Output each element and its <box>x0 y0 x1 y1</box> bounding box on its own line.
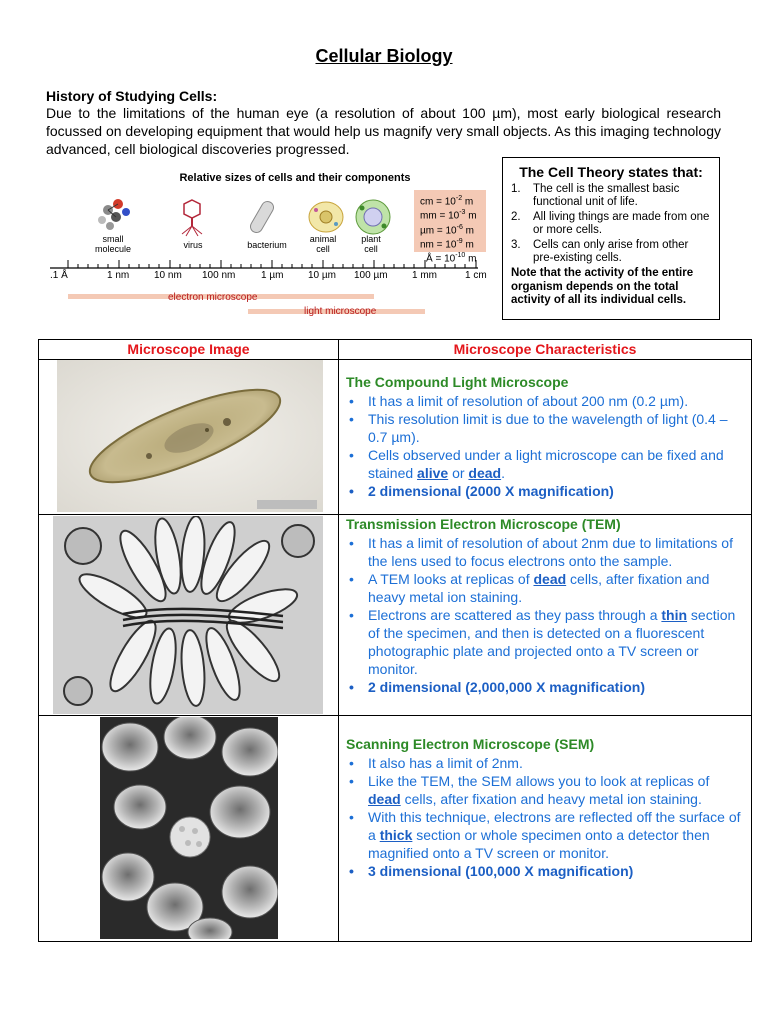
table-row <box>39 515 752 716</box>
animal-cell-illustration <box>309 202 343 232</box>
list-item: • 2 dimensional (2000 X magnification) <box>346 482 743 500</box>
unit-line-mm: mm = $10^{-3}$ m <box>420 209 477 222</box>
list-item: 1. The cell is the smallest basic functional unit of life. <box>511 183 680 208</box>
table-row <box>39 360 752 515</box>
tick-label: 1 mm <box>412 270 437 281</box>
label-virus: virus <box>183 240 203 250</box>
history-heading: History of Studying Cells: <box>46 88 218 104</box>
scale-ruler <box>40 256 500 270</box>
list-item: • 3 dimensional (100,000 X magnification) <box>346 862 743 880</box>
list-item: 2. All living things are made from one or more cells. <box>511 211 710 236</box>
list-item: • With this technique, electrons are reflected off the surface of a thick section or whole specimen onto a detector then magnified onto a TV screen or monitor. <box>346 808 743 862</box>
tick-label: 10 µm <box>308 270 336 281</box>
cell-theory-list <box>511 183 711 265</box>
label-small-molecule: small molecule <box>94 234 132 254</box>
tick-label: 1 µm <box>261 270 284 281</box>
table-header-row <box>39 340 752 360</box>
keyword-dead: dead <box>468 465 502 481</box>
list-item: • Like the TEM, the SEM allows you to look at replicas of dead cells, after fixation and heavy metal ion staining. <box>346 772 743 808</box>
keyword-alive: alive <box>417 465 449 481</box>
light-microscope-bullets <box>346 392 743 500</box>
units-box <box>414 190 486 265</box>
list-item: • This resolution limit is due to the wavelength of light (0.4 – 0.7 µm). <box>346 410 743 446</box>
label-bacterium: bacterium <box>247 240 287 250</box>
tem-image-cell <box>39 515 339 716</box>
label-plant-cell: plant cell <box>361 234 381 254</box>
sem-bullets <box>346 754 743 880</box>
sem-image <box>100 717 278 939</box>
list-item: • It also has a limit of 2nm. <box>346 754 743 772</box>
tick-label: 100 nm <box>202 270 236 281</box>
header-microscope-image: Microscope Image <box>39 340 339 360</box>
tem-image <box>53 516 323 714</box>
keyword-thin: thin <box>661 607 688 623</box>
sem-text-cell <box>339 716 752 942</box>
table-row <box>39 716 752 942</box>
relative-sizes-figure <box>40 166 500 326</box>
history-paragraph: Due to the limitations of the human eye (a resolution of about 100 µm), most early biological research focussed on developing equipment that would help us magnify very small objects. As this imaging technology advanced, cell biological discoveries progressed. <box>46 105 721 157</box>
light-microscope-label: light microscope <box>304 306 377 317</box>
list-item: • It has a limit of resolution of about 2nm due to limitations of the lens used to focus electrons onto the sample. <box>346 534 743 570</box>
list-item: • Electrons are scattered as they pass through a thin section of the specimen, and then is detected on a fluorescent photographic plate and projected onto a TV screen or monitor. <box>346 606 743 678</box>
unit-line-cm: cm = $10^{-2}$ m <box>420 195 474 208</box>
page-title: Cellular Biology <box>315 46 453 66</box>
unit-line-angstrom: Å = $10^{-10}$ m <box>426 252 477 265</box>
tick-label: 1 cm <box>465 270 487 281</box>
paramecium-image <box>57 360 323 512</box>
figure-title: Relative sizes of cells and their components <box>179 172 411 184</box>
virus-illustration <box>182 200 202 236</box>
plant-cell-illustration <box>356 200 390 234</box>
list-item: • It has a limit of resolution of about 200 nm (0.2 µm). <box>346 392 743 410</box>
header-microscope-characteristics: Microscope Characteristics <box>339 340 752 360</box>
list-item: • A TEM looks at replicas of dead cells, after fixation and heavy metal ion staining. <box>346 570 743 606</box>
cell-theory-note: Note that the activity of the entire organism depends on the total activity of all its individual cells. <box>511 267 694 306</box>
light-microscope-image-cell <box>39 360 339 515</box>
small-molecule-illustration <box>98 199 130 230</box>
cell-theory-box <box>502 157 720 320</box>
light-microscope-title: The Compound Light Microscope <box>346 374 569 390</box>
microscope-table <box>38 339 752 942</box>
sem-image-cell <box>39 716 339 942</box>
sem-title: Scanning Electron Microscope (SEM) <box>346 736 595 752</box>
list-item: • 2 dimensional (2,000,000 X magnification) <box>346 678 743 696</box>
light-microscope-text-cell <box>339 360 752 515</box>
keyword-dead: dead <box>368 791 401 807</box>
keyword-dead: dead <box>533 571 567 587</box>
list-item: • Cells observed under a light microscope can be fixed and stained alive or dead. <box>346 446 743 482</box>
tick-label: 100 µm <box>354 270 388 281</box>
label-animal-cell: animal cell <box>309 234 337 254</box>
bacterium-illustration <box>248 199 275 234</box>
tick-label: 10 nm <box>154 270 182 281</box>
electron-microscope-label: electron microscope <box>168 292 258 303</box>
keyword-thick: thick <box>379 827 413 843</box>
tick-label: .1 Å <box>50 270 68 281</box>
unit-line-nm: nm = $10^{-9}$ m <box>420 237 474 251</box>
cell-theory-title: The Cell Theory states that: <box>519 164 703 180</box>
tem-title: Transmission Electron Microscope (TEM) <box>346 516 621 532</box>
tick-label: 1 nm <box>107 270 130 281</box>
unit-line-um: $\mu m = 10^{-6}$ m <box>420 223 474 236</box>
tem-bullets <box>346 534 743 696</box>
tem-text-cell <box>339 515 752 716</box>
list-item: 3. Cells can only arise from other pre-existing cells. <box>511 239 689 264</box>
